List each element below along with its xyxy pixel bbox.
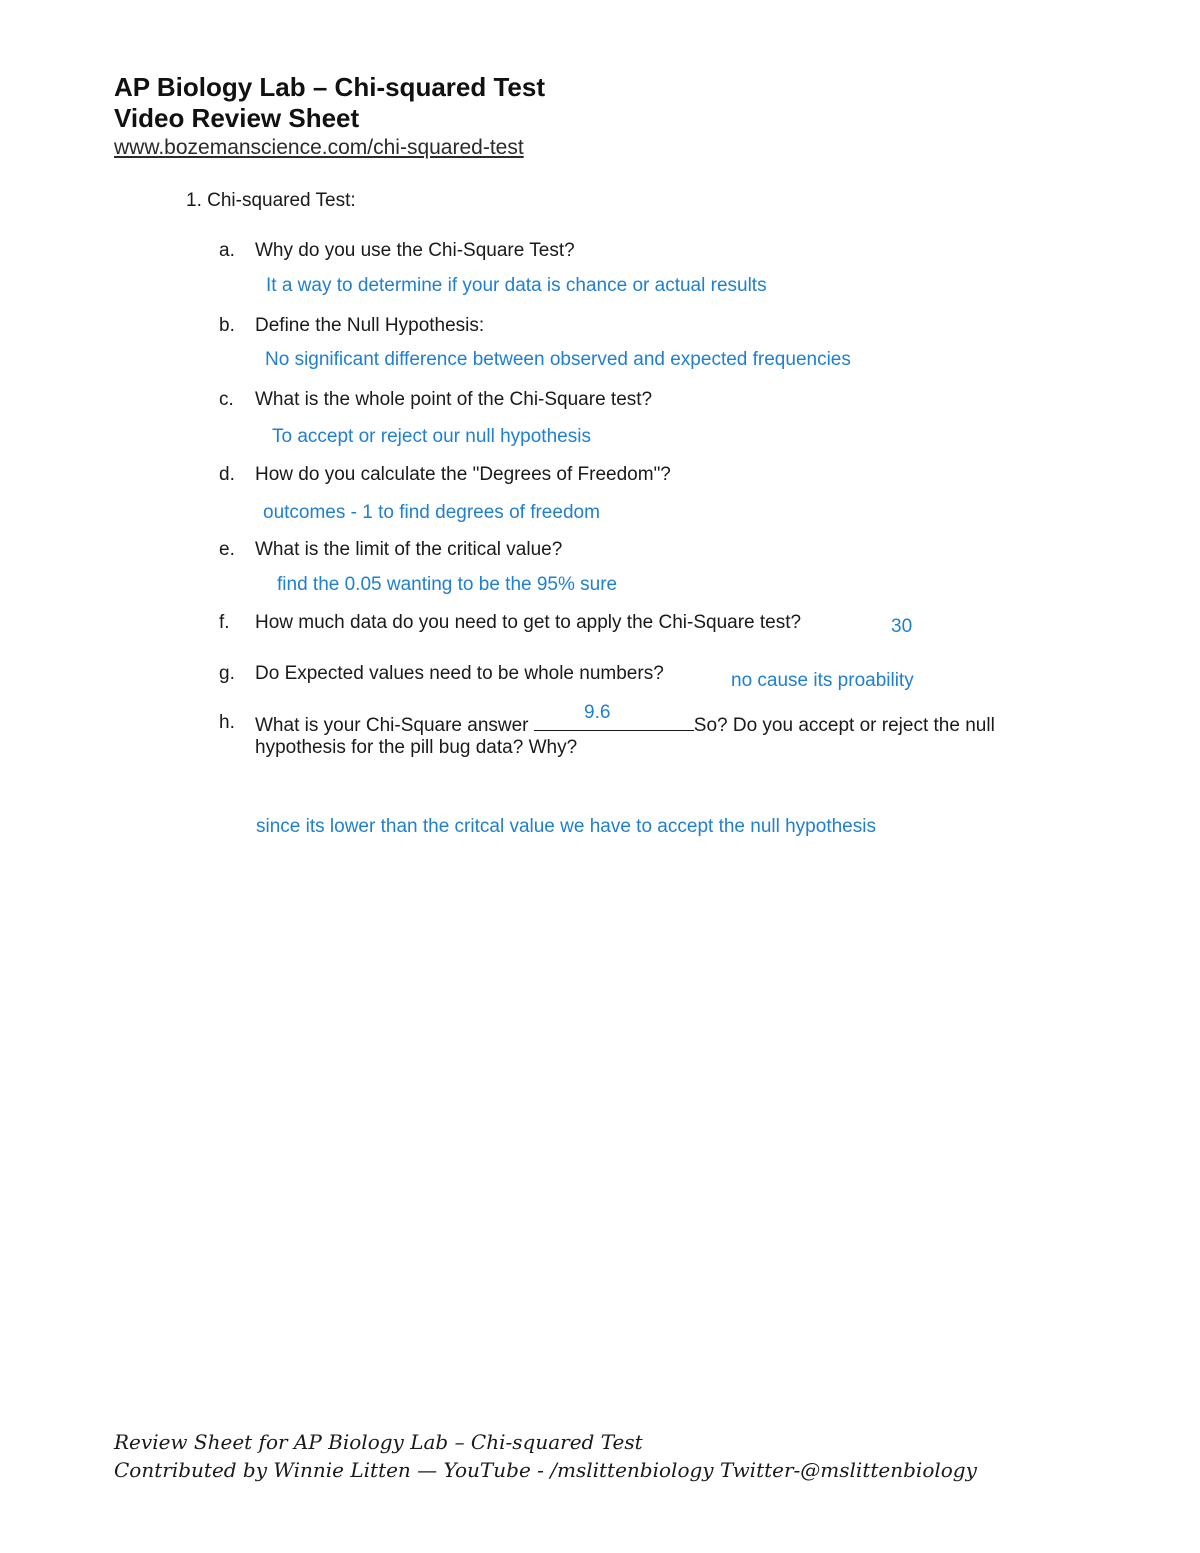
document-title: AP Biology Lab – Chi-squared Test bbox=[114, 72, 545, 102]
question-letter-b: b. bbox=[219, 315, 235, 336]
question-letter-e: e. bbox=[219, 539, 235, 560]
chi-square-answer-value: 9.6 bbox=[584, 702, 611, 723]
question-letter-g: g. bbox=[219, 663, 235, 684]
question-letter-f: f. bbox=[219, 612, 230, 633]
question-c: What is the whole point of the Chi-Square test? bbox=[255, 389, 653, 410]
footer-line-1: Review Sheet for AP Biology Lab – Chi-squared Test bbox=[114, 1430, 643, 1454]
footer-line-2: Contributed by Winnie Litten — YouTube - /mslittenbiology Twitter-@mslittenbiology bbox=[114, 1458, 977, 1482]
question-g: Do Expected values need to be whole numbers? bbox=[255, 663, 664, 684]
question-letter-a: a. bbox=[219, 240, 235, 261]
question-h-text-after: So? Do you accept or reject the null bbox=[693, 715, 995, 736]
question-letter-h: h. bbox=[219, 712, 235, 733]
question-h-line2: hypothesis for the pill bug data? Why? bbox=[255, 737, 578, 758]
section-heading: 1. Chi-squared Test: bbox=[186, 190, 356, 211]
chi-square-answer-blank[interactable] bbox=[534, 712, 694, 731]
question-letter-c: c. bbox=[219, 389, 234, 410]
question-d: How do you calculate the "Degrees of Freedom"? bbox=[255, 464, 671, 485]
question-a: Why do you use the Chi-Square Test? bbox=[255, 240, 575, 261]
question-h-text-before: What is your Chi-Square answer bbox=[255, 715, 529, 736]
answer-g: no cause its proability bbox=[731, 670, 914, 691]
question-e: What is the limit of the critical value? bbox=[255, 539, 563, 560]
source-link[interactable]: www.bozemanscience.com/chi-squared-test bbox=[114, 136, 524, 159]
answer-h: since its lower than the critcal value we have to accept the null hypothesis bbox=[256, 816, 876, 837]
question-letter-d: d. bbox=[219, 464, 235, 485]
question-f: How much data do you need to get to apply the Chi-Square test? bbox=[255, 612, 802, 633]
answer-e: find the 0.05 wanting to be the 95% sure bbox=[277, 574, 618, 595]
answer-c: To accept or reject our null hypothesis bbox=[272, 426, 591, 447]
document-subtitle: Video Review Sheet bbox=[114, 103, 360, 133]
answer-f: 30 bbox=[891, 616, 913, 637]
question-h bbox=[255, 712, 995, 737]
question-b: Define the Null Hypothesis: bbox=[255, 315, 485, 336]
answer-a: It a way to determine if your data is chance or actual results bbox=[266, 275, 767, 296]
answer-d: outcomes - 1 to find degrees of freedom bbox=[263, 502, 600, 523]
answer-b: No significant difference between observed and expected frequencies bbox=[265, 349, 851, 370]
